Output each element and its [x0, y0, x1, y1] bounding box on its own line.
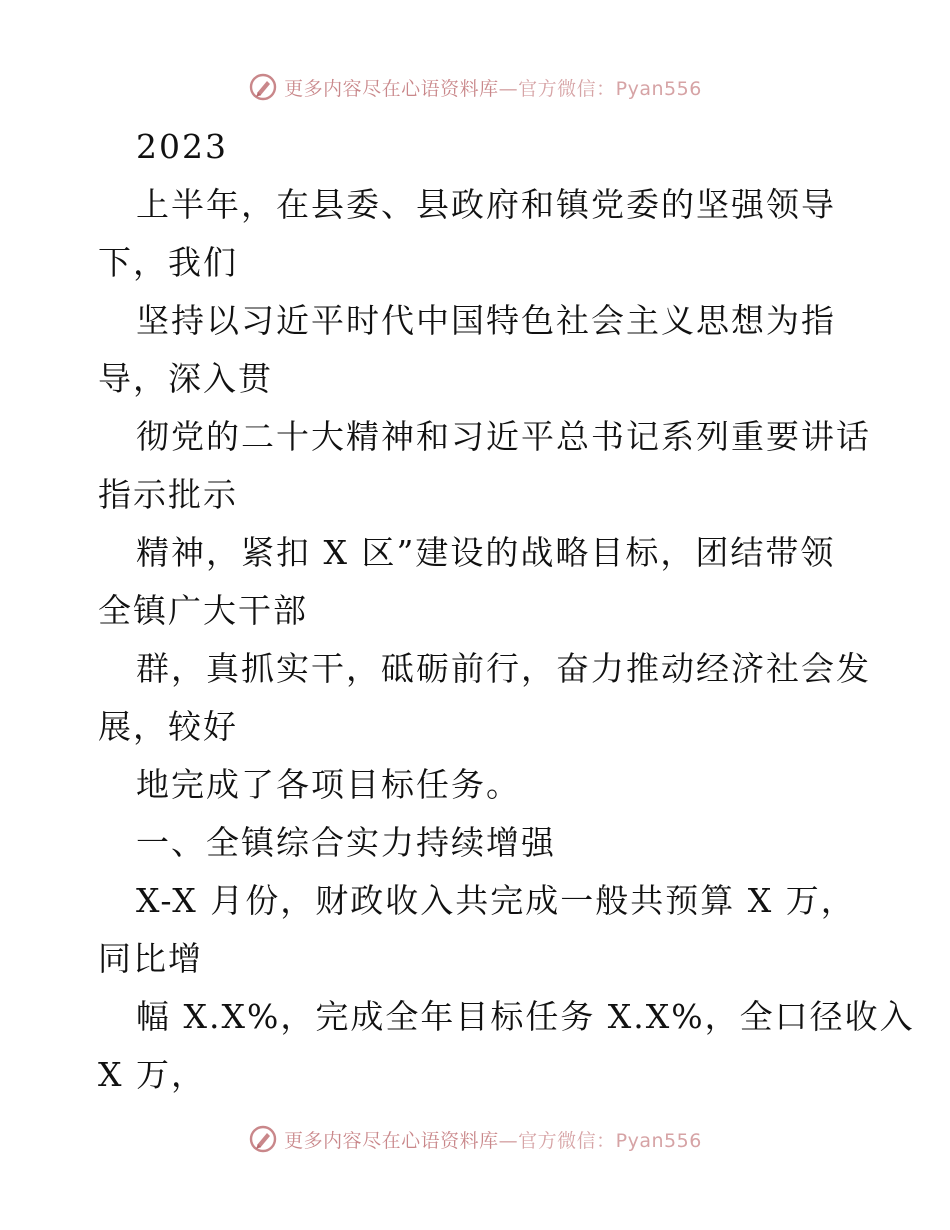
- text-line: 全镇广大干部: [98, 591, 308, 630]
- footer-watermark: [0, 1124, 950, 1154]
- text-line: 群，真抓实干，砥砺前行，奋力推动经济社会发: [136, 649, 871, 688]
- pen-logo-icon: [248, 1124, 278, 1154]
- text-line: X 万，: [98, 1055, 206, 1094]
- watermark-brand-text: 更多内容尽在心语资料库: [284, 1129, 499, 1152]
- text-line: 上半年，在县委、县政府和镇党委的坚强领导: [136, 185, 836, 224]
- text-line: X-X 月份，财政收入共完成一般共预算 X 万，: [136, 881, 856, 920]
- text-line: 指示批示: [98, 475, 238, 514]
- text-line: 幅 X.X%，完成全年目标任务 X.X%，全口径收入: [136, 997, 915, 1036]
- watermark-wechat-text: —官方微信：Pyan556: [498, 1129, 702, 1152]
- section-heading: 一、全镇综合实力持续增强: [136, 823, 556, 862]
- text-line: 2023: [136, 127, 228, 166]
- text-line: 下，我们: [98, 243, 238, 282]
- text-line: 展，较好: [98, 707, 238, 746]
- text-line: 导，深入贯: [98, 359, 273, 398]
- header-watermark: [0, 72, 950, 102]
- text-line: 彻党的二十大精神和习近平总书记系列重要讲话: [136, 417, 871, 456]
- text-line: 同比增: [98, 939, 203, 978]
- text-line: 精神，紧扣 X 区”建设的战略目标，团结带领: [136, 533, 836, 572]
- watermark-brand-text: 更多内容尽在心语资料库: [284, 77, 499, 100]
- text-line: 坚持以习近平时代中国特色社会主义思想为指: [136, 301, 836, 340]
- text-line: 地完成了各项目标任务。: [136, 765, 521, 804]
- watermark-wechat-text: —官方微信：Pyan556: [498, 77, 702, 100]
- pen-logo-icon: [248, 72, 278, 102]
- document-body: [98, 118, 915, 1104]
